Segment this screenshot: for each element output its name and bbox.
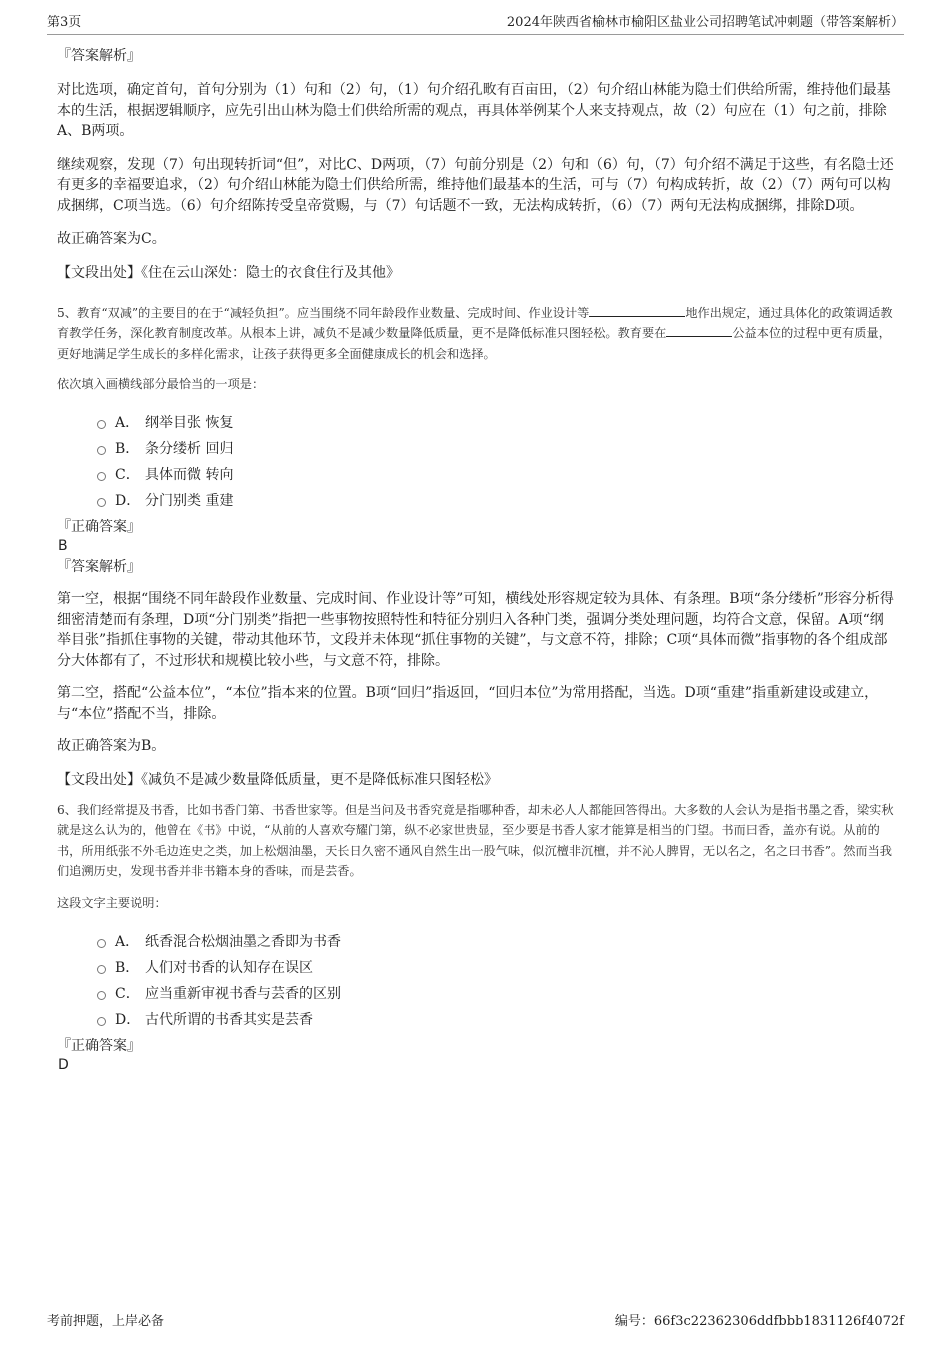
- q5-option-a[interactable]: A． 纲举目张 恢复: [57, 413, 897, 439]
- radio-icon[interactable]: [97, 472, 106, 481]
- q6-option-a[interactable]: A． 纸香混合松烟油墨之香即为书香: [57, 932, 897, 958]
- q5-correct-title: 『正确答案』: [57, 519, 141, 535]
- document-code: 编号：66f3c22362306ddfbbb1831126f4072f: [614, 1314, 904, 1329]
- q6-correct-title: 『正确答案』: [57, 1037, 141, 1054]
- q6-options: [57, 932, 897, 1036]
- radio-icon[interactable]: [97, 446, 106, 455]
- q4-conclusion: 故正确答案为C。: [57, 231, 166, 247]
- radio-icon[interactable]: [97, 965, 106, 974]
- q5-options: [57, 413, 897, 517]
- q5-option-c[interactable]: C． 具体而微 转向: [57, 465, 897, 491]
- footer-slogan: 考前押题，上岸必备: [47, 1314, 165, 1329]
- q4-analysis-paragraph-2: 继续观察，发现（7）句出现转折词“但”，对比C、D两项，（7）句前分别是（2）句和（6）句，（7）句介绍不满足于这些，有名隐士还有更多的幸福要追求，（2）句介绍山林能为隐士们供给所需，维持他们最基本的生活，可与（7）句构成转折，故（2）（7）两句可以构成捆绑，C项当选。（6）句介绍陈抟受皇帝赏赐，与（7）句话题不一致，无法构成转折，（6）（7）两句无法构成捆绑，排除D项。: [57, 156, 894, 214]
- q6-option-d[interactable]: D． 古代所谓的书香其实是芸香: [57, 1010, 897, 1036]
- document-title: 2024年陕西省榆林市榆阳区盐业公司招聘笔试冲刺题（带答案解析）: [506, 15, 904, 30]
- q5-correct-answer: B: [58, 538, 68, 554]
- page-footer: [47, 1313, 904, 1331]
- q4-analysis-paragraph-1: 对比选项，确定首句，首句分别为（1）句和（2）句，（1）句介绍孔畋有百亩田，（2）句介绍山林能为隐士们供给所需，维持他们最基本的生活，根据逻辑顺序，应先引出山林为隐士们供给所需的观点，再具体举例某个人来支持观点，故（2）句应在（1）句之前，排除A、B两项。: [57, 82, 891, 139]
- q5-analysis-paragraph-1: 第一空，根据“围绕不同年龄段作业数量、完成时间、作业设计等”可知，横线处形容规定较为具体、有条理。B项“条分缕析”形容分析得细密清楚而有条理，D项“分门别类”指把一些事物按照特性和特征分别归入各种门类，强调分类处理问题，均符合文意，保留。A项“纲举目张”指抓住事物的关键，带动其他环节，文段并未体现“抓住事物的关键”，与文意不符，排除；C项“具体而微”指事物的各个组成部分大体都有了，不过形状和规模比较小些，与文意不符，排除。: [57, 591, 894, 669]
- radio-icon[interactable]: [97, 498, 106, 507]
- radio-icon[interactable]: [97, 1017, 106, 1026]
- q6-option-b[interactable]: B． 人们对书香的认知存在误区: [57, 958, 897, 984]
- q6-option-c[interactable]: C． 应当重新审视书香与芸香的区别: [57, 984, 897, 1010]
- q5-question-text: 5、教育“双减”的主要目的在于“减轻负担”。应当围绕不同年龄段作业数量、完成时间、作业设计等 地作出规定，通过具体化的政策调适教育教学任务，深化教育制度改革。从根本上讲，减负不是减少数量降低质量，更不是降低标准只图轻松。教育要在 公益本位的过程中更有质量，更好地满足学生成长的多样化需求，让孩子获得更多全面健康成长的机会和选择。: [57, 305, 893, 361]
- page-number: 第3页: [47, 15, 82, 30]
- q5-option-b[interactable]: B． 条分缕析 回归: [57, 439, 897, 465]
- q6-question-text: 6、我们经常提及书香，比如书香门第、书香世家等。但是当问及书香究竟是指哪种香，却未必人人都能回答得出。大多数的人会认为是指书墨之香，梁实秋就是这么认为的，他曾在《书》中说，“从前的人喜欢夸耀门第，纵不必家世贵显，至少要是书香人家才能算是相当的门望。书而曰香，盖亦有说。从前的书，所用纸张不外毛边连史之类，加上松烟油墨，天长日久密不通风自然生出一股气味，似沉檀非沉檀，并不沁人脾胃，无以名之，名之曰书香”。然而当我们追溯历史，发现书香并非书籍本身的香味，而是芸香。: [57, 802, 894, 878]
- page-content: [57, 46, 897, 1074]
- q5-source: 【文段出处】《减负不是减少数量降低质量，更不是降低标准只图轻松》: [57, 771, 498, 788]
- q5-analysis-title: 『答案解析』: [57, 559, 141, 575]
- q5-analysis-paragraph-2: 第二空，搭配“公益本位”，“本位”指本来的位置。B项“回归”指返回，“回归本位”为常用搭配，当选。D项“重建”指重新建设或建立，与“本位”搭配不当，排除。: [57, 685, 879, 722]
- q5-blank-2: [666, 324, 732, 337]
- radio-icon[interactable]: [97, 939, 106, 948]
- q6-correct-answer: D: [58, 1056, 69, 1073]
- radio-icon[interactable]: [97, 420, 106, 429]
- q4-source: 【文段出处】《住在云山深处：隐士的衣食住行及其他》: [57, 264, 400, 281]
- q4-analysis-title: 『答案解析』: [57, 48, 141, 64]
- page-header: [47, 14, 904, 35]
- radio-icon[interactable]: [97, 991, 106, 1000]
- q5-prompt: 依次填入画横线部分最恰当的一项是：: [57, 377, 265, 391]
- q6-prompt: 这段文字主要说明：: [57, 895, 167, 910]
- q5-conclusion: 故正确答案为B。: [57, 738, 166, 754]
- q5-blank-1: [589, 304, 685, 317]
- q5-option-d[interactable]: D． 分门别类 重建: [57, 491, 897, 517]
